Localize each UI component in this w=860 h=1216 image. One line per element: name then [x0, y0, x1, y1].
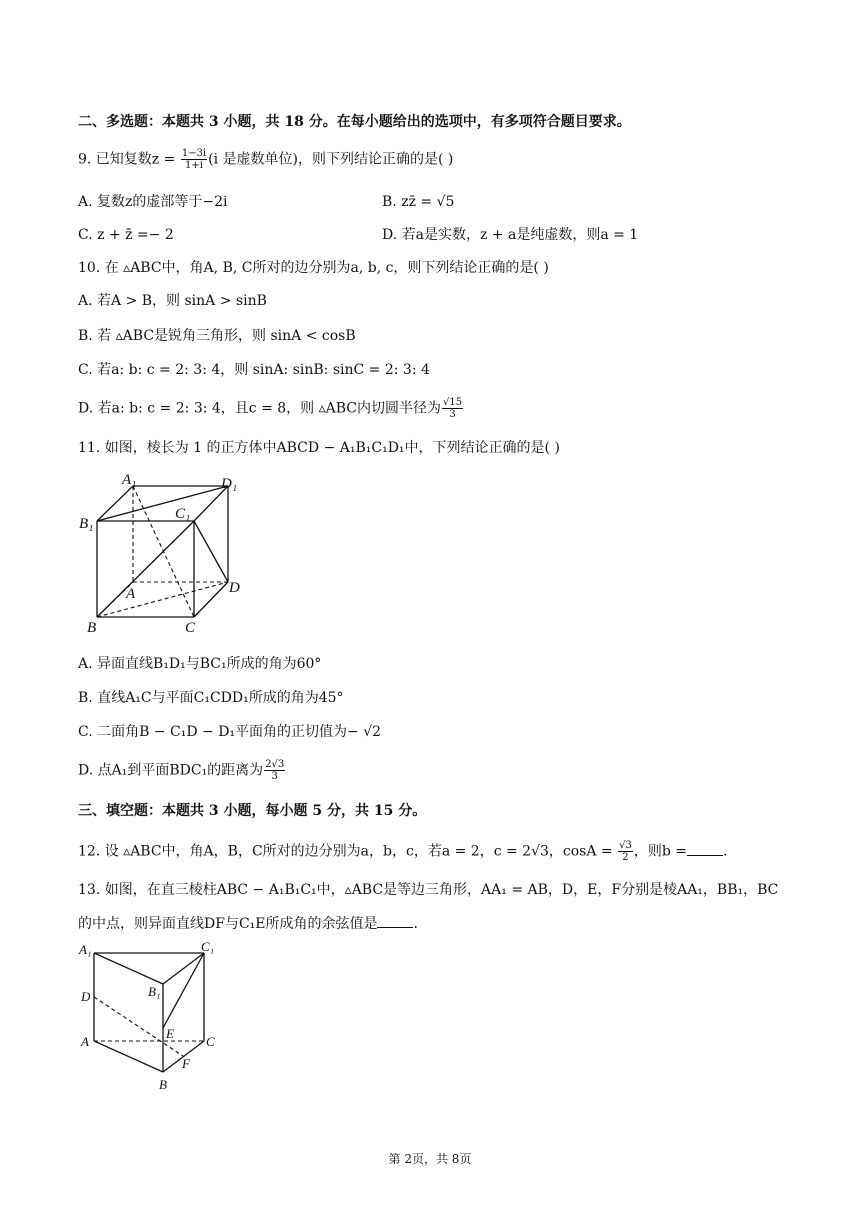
section-3-heading: 三、填空题：本题共 3 小题，每小题 5 分，共 15 分。: [78, 803, 427, 819]
q13-line2-end: .: [413, 916, 418, 932]
q10-option-a: A. 若A > B，则 sinA > sinB: [78, 293, 267, 309]
q10-option-d: [78, 397, 464, 420]
q9-stem-a: 9. 已知复数z =: [78, 151, 180, 168]
q9-frac-num: 1−3i: [181, 148, 207, 159]
cube-label-b1: B₁: [79, 516, 94, 532]
q11-option-a: A. 异面直线B₁D₁与BC₁所成的角为60°: [78, 656, 322, 672]
q10-d-fraction: [442, 397, 463, 420]
q13-line2-text: 的中点，则异面直线DF与C₁E所成角的余弦值是: [78, 916, 378, 932]
q9-option-b: B. zz̄ = √5: [382, 194, 455, 210]
q11-option-c: C. 二面角B − C₁D − D₁平面角的正切值为− √2: [78, 724, 382, 740]
q12-frac-num: √3: [619, 840, 632, 851]
q10-d-frac-den: 3: [449, 409, 456, 420]
section-2-heading: 二、多选题：本题共 3 小题，共 18 分。在每小题给出的选项中，有多项符合题目要求。: [78, 114, 631, 130]
cube-label-b: B: [87, 620, 97, 636]
q10-stem: 10. 在 ▵ABC中，角A, B, C所对的边分别为a, b, c，则下列结论正确的是( ): [78, 260, 549, 276]
prism-label-b: B: [159, 1077, 167, 1092]
cube-label-c: C: [185, 620, 196, 636]
q11-d-frac-den: 3: [271, 771, 278, 782]
q11-stem: 11. 如图，棱长为 1 的正方体中ABCD − A₁B₁C₁D₁中，下列结论正确的是( ): [78, 440, 560, 456]
prism-label-f: F: [182, 1056, 190, 1071]
q10-option-c: C. 若a: b: c = 2: 3: 4，则 sinA: sinB: sinC = 2: 3: 4: [78, 362, 430, 378]
prism-label-a: A: [81, 1034, 89, 1049]
q9-stem-b: (i 是虚数单位)，则下列结论正确的是( ): [208, 151, 454, 168]
prism-diagram: [78, 938, 228, 1094]
q9-option-d: D. 若a是实数，z + a是纯虚数，则a = 1: [382, 227, 639, 243]
cube-label-d1: D₁: [221, 476, 238, 492]
prism-label-a1: A₁: [79, 942, 92, 957]
q12-answer-blank[interactable]: [687, 841, 723, 856]
cube-diagram: [78, 470, 248, 638]
cube-label-a1: A₁: [122, 472, 137, 488]
prism-label-e: E: [166, 1026, 174, 1041]
q9-option-a: A. 复数z的虚部等于−2i: [78, 194, 228, 210]
q9-frac-den: 1+i: [185, 160, 203, 171]
q9-option-c: C. z + z̄ =− 2: [78, 227, 174, 243]
page-footer: 第 2页，共 8页: [388, 1152, 472, 1166]
cube-label-d: D: [229, 580, 240, 596]
cube-label-c1: C₁: [175, 506, 191, 522]
q13-answer-blank[interactable]: [377, 913, 413, 928]
prism-label-c1: C₁: [201, 939, 215, 954]
q12-fraction: [618, 840, 633, 863]
q11-option-b: B. 直线A₁C与平面C₁CDD₁所成的角为45°: [78, 690, 344, 706]
q11-option-d: [78, 759, 286, 782]
prism-label-c: C: [206, 1034, 215, 1049]
q12-frac-den: 2: [622, 852, 629, 863]
q11-d-frac-num: 2√3: [265, 759, 285, 770]
prism-label-b1: B₁: [148, 984, 161, 999]
q9-stem: [78, 148, 453, 171]
q9-fraction: [181, 148, 207, 171]
q12-stem-b: ，则b =: [633, 843, 687, 860]
q10-d-frac-num: √15: [443, 397, 463, 408]
q10-option-d-text: D. 若a: b: c = 2: 3: 4，且c = 8，则 ▵ABC内切圆半径为: [78, 400, 442, 417]
prism-label-d: D: [81, 989, 91, 1004]
q11-option-d-text: D. 点A₁到平面BDC₁的距离为: [78, 762, 264, 779]
q13-line2: [78, 913, 418, 934]
q12-stem: [78, 840, 727, 863]
q11-d-fraction: [264, 759, 285, 782]
q12-stem-a: 12. 设 ▵ABC中，角A，B，C所对的边分别为a，b，c，若a = 2，c = 2√3，cosA =: [78, 843, 618, 860]
q13-line1: 13. 如图，在直三棱柱ABC − A₁B₁C₁中，▵ABC是等边三角形，AA₁ = AB，D，E，F分别是棱AA₁，BB₁，BC: [78, 882, 779, 898]
q12-end: .: [723, 843, 728, 860]
q10-option-b: B. 若 ▵ABC是锐角三角形，则 sinA < cosB: [78, 328, 356, 344]
cube-label-a: A: [126, 586, 136, 602]
